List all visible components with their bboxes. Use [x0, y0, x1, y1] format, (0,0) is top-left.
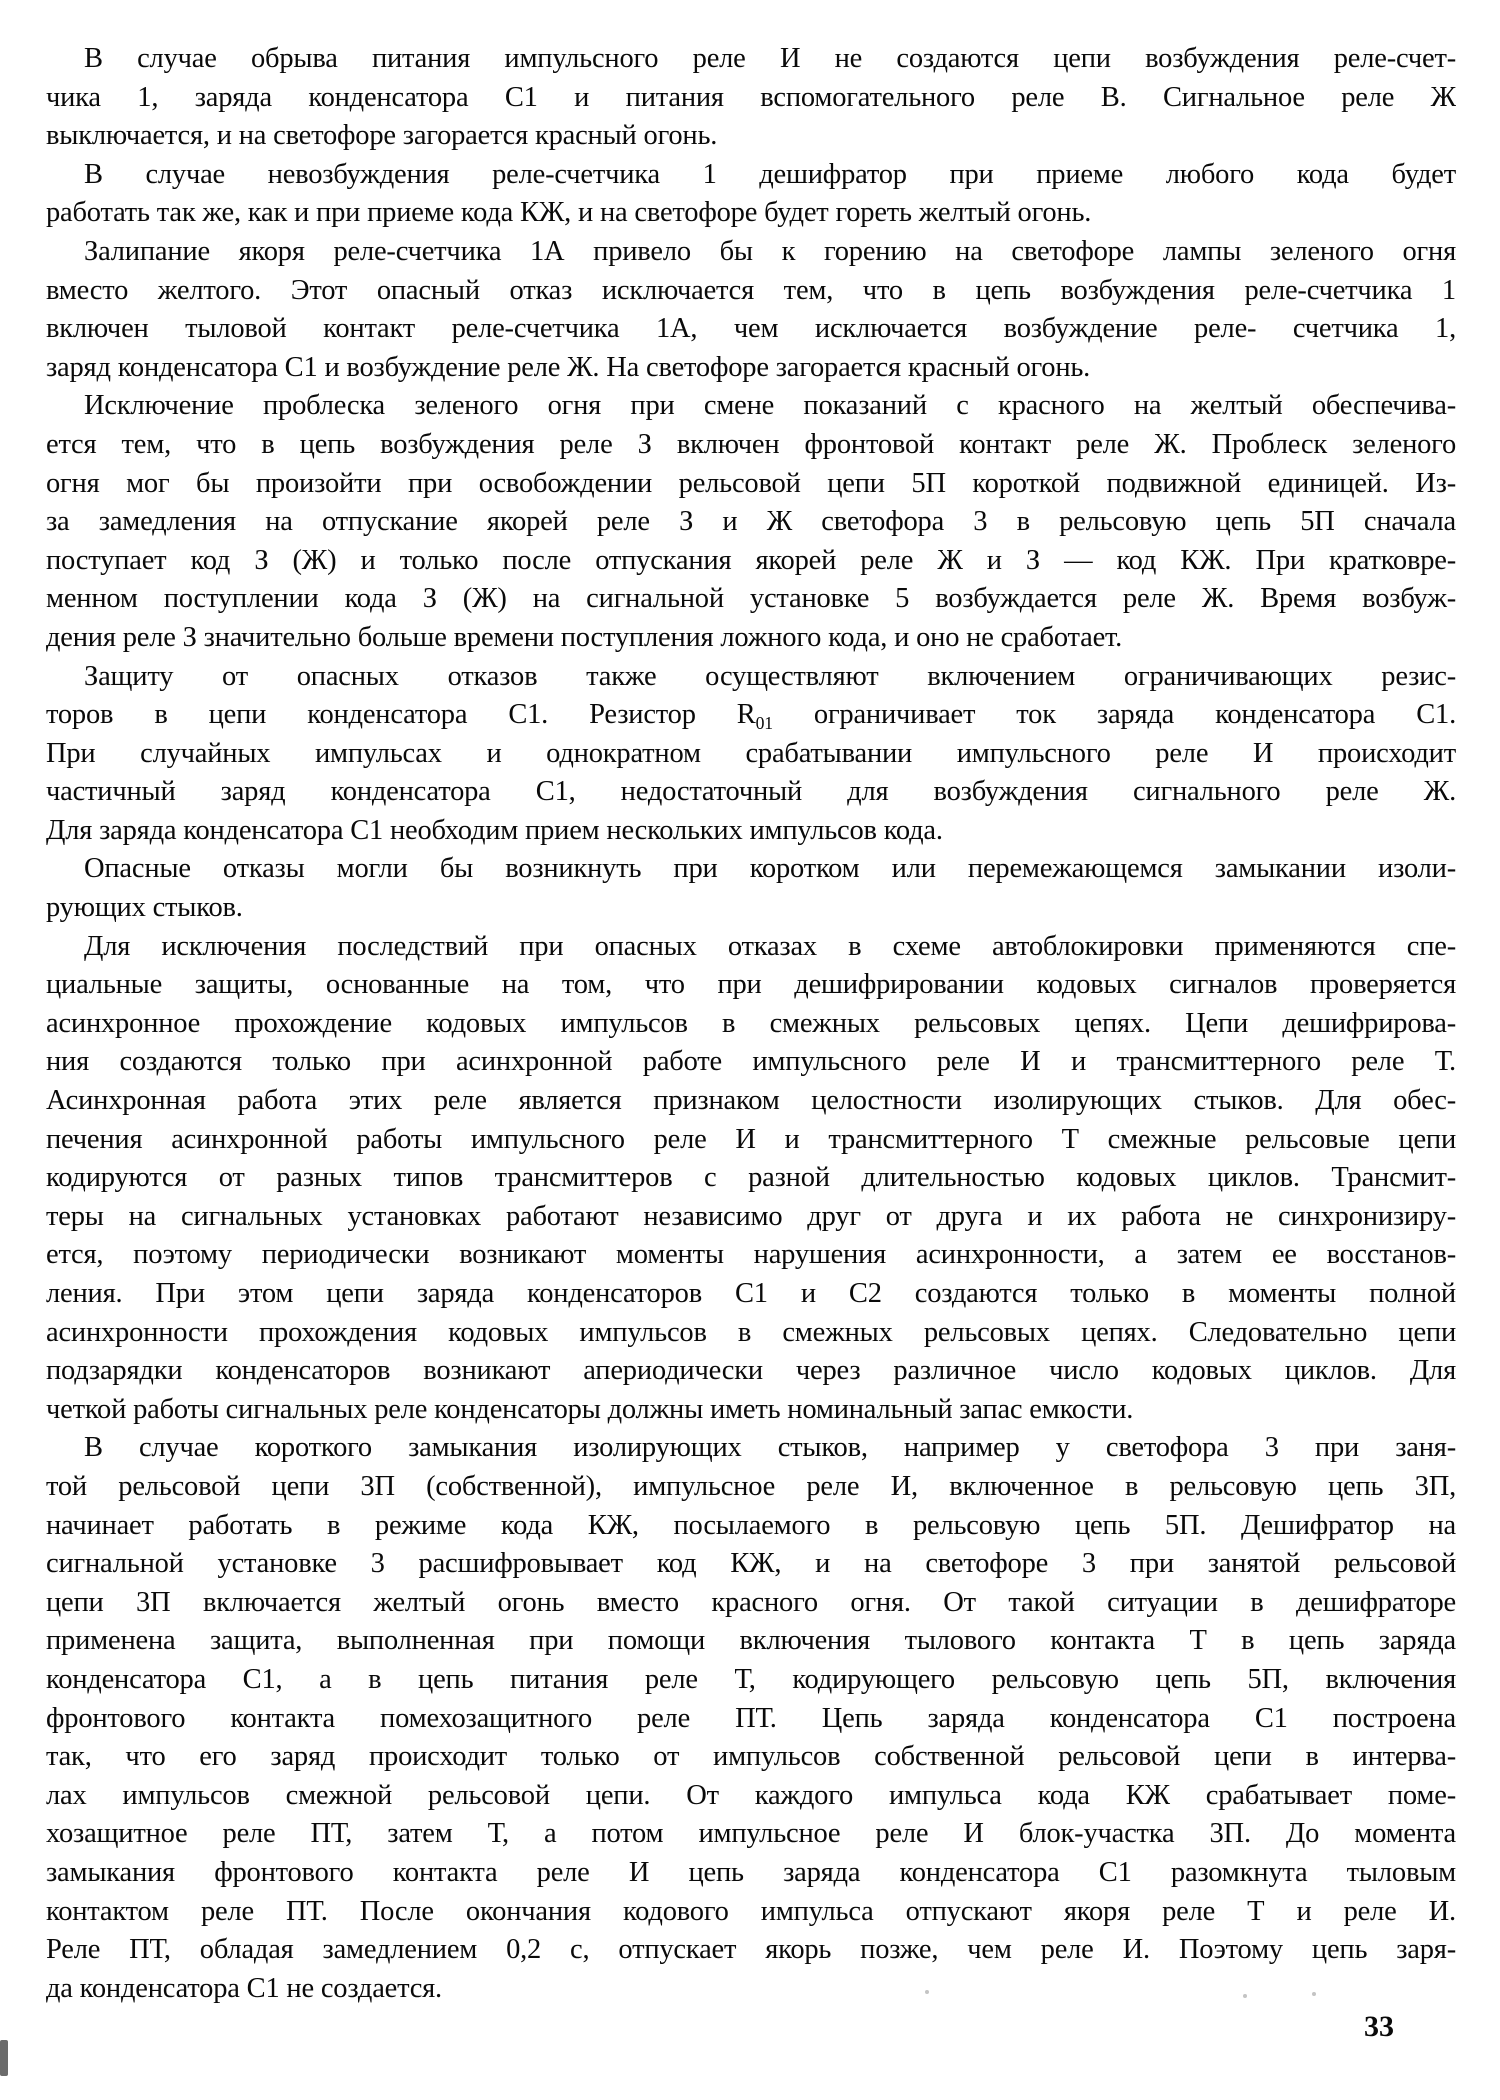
text-line: ется, поэтому периодически возникают моменты нарушения асинхронности, а затем ее восстанов- [46, 1239, 1456, 1271]
text-line: чика 1, заряда конденсатора С1 и питания вспомогательного реле В. Сигнальное реле Ж [46, 81, 1456, 113]
text-line: начинает работать в режиме кода КЖ, посылаемого в рельсовую цепь 5П. Дешифратор на [46, 1509, 1456, 1541]
scan-artifact [1243, 1994, 1247, 1998]
text-line: выключается, и на светофоре загорается красный огонь. [46, 120, 718, 152]
text-block [46, 40, 1456, 2008]
text-line: печения асинхронной работы импульсного реле И и трансмиттерного Т смежные рельсовые цепи [46, 1123, 1456, 1155]
text-line: да конденсатора С1 не создается. [46, 1972, 442, 2004]
scan-artifact [0, 2040, 8, 2076]
text-line: частичный заряд конденсатора С1, недостаточный для возбуждения сигнального реле Ж. [46, 776, 1456, 808]
text-line: Для заряда конденсатора С1 необходим прием нескольких импульсов кода. [46, 814, 943, 846]
text-line: Залипание якоря реле-счетчика 1А привело бы к горению на светофоре лампы зеленого огня [84, 235, 1456, 267]
text-line: той рельсовой цепи 3П (собственной), импульсное реле И, включенное в рельсовую цепь 3П, [46, 1470, 1456, 1502]
text-line: поступает код З (Ж) и только после отпускания якорей реле Ж и З — код КЖ. При кратковре- [46, 544, 1456, 576]
text-line: подзарядки конденсаторов возникают апериодически через различное число кодовых циклов. Для [46, 1355, 1456, 1387]
text-line: асинхронное прохождение кодовых импульсов в смежных рельсовых цепях. Цепи дешифрирова- [46, 1007, 1456, 1039]
text-line: включен тыловой контакт реле-счетчика 1А, чем исключается возбуждение реле- счетчика 1, [46, 313, 1456, 345]
text-line: хозащитное реле ПТ, затем Т, а потом импульсное реле И блок-участка 3П. До момента [46, 1818, 1456, 1850]
text-line: теры на сигнальных установках работают независимо друг от друга и их работа не синхронизиру- [46, 1200, 1456, 1232]
text-line: Опасные отказы могли бы возникнуть при коротком или перемежающемся замыкании изоли- [84, 853, 1456, 885]
text-line: асинхронности прохождения кодовых импульсов в смежных рельсовых цепях. Следовательно цепи [46, 1316, 1456, 1348]
text-line: вместо желтого. Этот опасный отказ исключается тем, что в цепь возбуждения реле-счетчика 1 [46, 274, 1456, 306]
page-number: 33 [1364, 2010, 1394, 2043]
text-line: лах импульсов смежной рельсовой цепи. От каждого импульса кода КЖ срабатывает поме- [46, 1779, 1456, 1811]
text-line: сигнальной установке 3 расшифровывает код КЖ, и на светофоре 3 при занятой рельсовой [46, 1548, 1456, 1580]
text-line: ления. При этом цепи заряда конденсаторов С1 и С2 создаются только в моменты полной [46, 1278, 1456, 1309]
text-line: огня мог бы произойти при освобождении рельсовой цепи 5П короткой подвижной единицей. Из- [46, 467, 1456, 499]
text-line: Реле ПТ, обладая замедлением 0,2 с, отпускает якорь позже, чем реле И. Поэтому цепь заря- [46, 1934, 1456, 1966]
text-line: Для исключения последствий при опасных отказах в схеме автоблокировки применяются спе- [84, 930, 1456, 962]
text-line: ния создаются только при асинхронной работе импульсного реле И и трансмиттерного реле Т. [46, 1046, 1456, 1078]
text-line: цепи 3П включается желтый огонь вместо красного огня. От такой ситуации в дешифраторе [46, 1586, 1456, 1618]
text-line: так, что его заряд происходит только от импульсов собственной рельсовой цепи в интерва- [46, 1741, 1456, 1773]
text-line: рующих стыков. [46, 892, 243, 924]
text-line: четкой работы сигнальных реле конденсаторы должны иметь номинальный запас емкости. [46, 1393, 1134, 1425]
text-line: кодируются от разных типов трансмиттеров с разной длительностью кодовых циклов. Трансмит- [46, 1162, 1456, 1194]
subscript-label: 01 [755, 713, 773, 734]
text-line: фронтового контакта помехозащитного реле ПТ. Цепь заряда конденсатора С1 построена [46, 1702, 1456, 1734]
text-line: контактом реле ПТ. После окончания кодового импульса отпускают якоря реле Т и реле И. [46, 1895, 1456, 1927]
text-line: ется тем, что в цепь возбуждения реле З включен фронтовой контакт реле Ж. Проблеск зеленого [46, 428, 1456, 460]
text-line: Защиту от опасных отказов также осуществляют включением ограничивающих резис- [84, 660, 1456, 692]
scan-artifact [925, 1990, 929, 1994]
scan-artifact [1312, 1992, 1316, 1996]
text-line: применена защита, выполненная при помощи включения тылового контакта Т в цепь заряда [46, 1625, 1456, 1657]
text-line: менном поступлении кода З (Ж) на сигнальной установке 5 возбуждается реле Ж. Время возбуж- [46, 583, 1456, 615]
text-line: В случае невозбуждения реле-счетчика 1 дешифратор при приеме любого кода будет [84, 158, 1456, 190]
text-line: замыкания фронтового контакта реле И цепь заряда конденсатора С1 разомкнута тыловым [46, 1856, 1456, 1888]
text-line: дения реле З значительно больше времени поступления ложного кода, и оно не сработает. [46, 621, 1123, 653]
text-line: работать так же, как и при приеме кода КЖ, и на светофоре будет гореть желтый огонь. [46, 197, 1092, 229]
text-line: циальные защиты, основанные на том, что при дешифрировании кодовых сигналов проверяется [46, 969, 1456, 1001]
text-line: В случае короткого замыкания изолирующих стыков, например у светофора 3 при заня- [84, 1432, 1456, 1464]
text-line: В случае обрыва питания импульсного реле И не создаются цепи возбуждения реле-счет- [84, 43, 1456, 74]
text-line: торов в цепи конденсатора С1. Резистор $R_{01}$ ограничивает ток заряда конденсатора С1. [46, 699, 1456, 734]
text-line: за замедления на отпускание якорей реле З и Ж светофора 3 в рельсовую цепь 5П сначала [46, 506, 1456, 538]
text-line: При случайных импульсах и однократном срабатывании импульсного реле И происходит [46, 737, 1456, 769]
text-line: конденсатора С1, а в цепь питания реле Т, кодирующего рельсовую цепь 5П, включения [46, 1663, 1456, 1695]
text-line: Исключение проблеска зеленого огня при смене показаний с красного на желтый обеспечива- [84, 390, 1456, 422]
text-line: заряд конденсатора С1 и возбуждение реле Ж. На светофоре загорается красный огонь. [46, 351, 1091, 383]
text-line: Асинхронная работа этих реле является признаком целостности изолирующих стыков. Для обес- [46, 1085, 1456, 1117]
